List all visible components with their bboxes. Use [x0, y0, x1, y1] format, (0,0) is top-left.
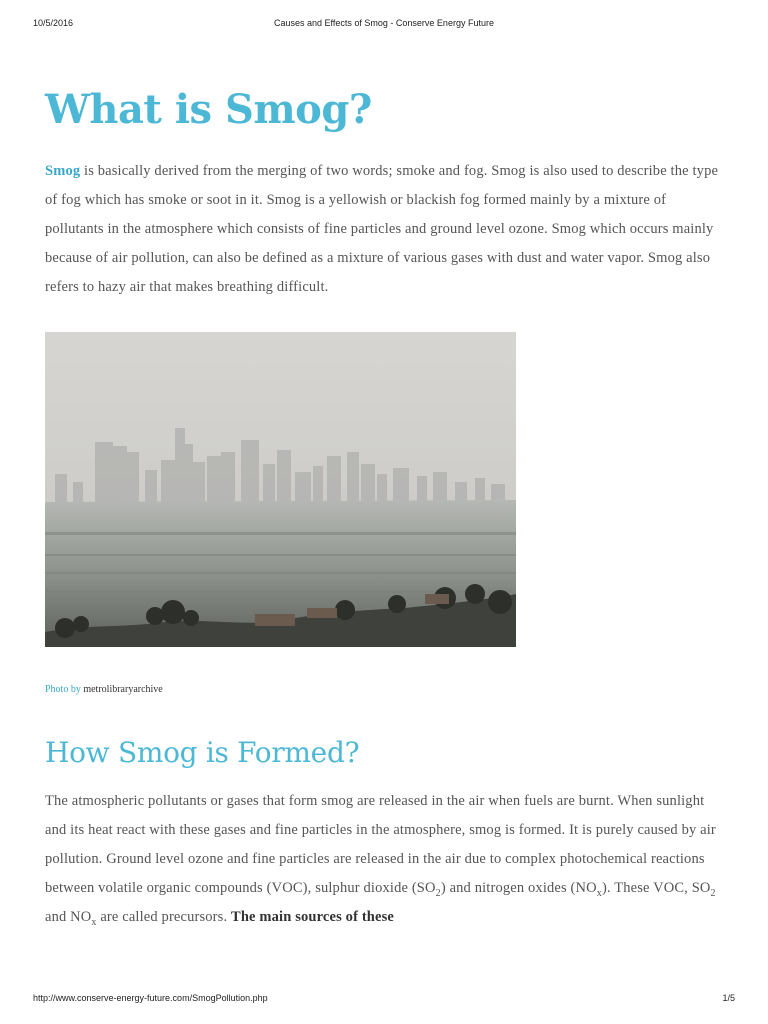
- print-doc-title: Causes and Effects of Smog - Conserve Energy Future: [274, 18, 494, 28]
- formation-text-4: and NO: [45, 909, 92, 925]
- photo-caption: [45, 683, 725, 697]
- subscript-so2-2: 2: [710, 887, 716, 899]
- smog-city-photo: [45, 332, 516, 647]
- main-sources-bold: The main sources of these: [231, 909, 394, 925]
- formation-paragraph: [45, 787, 725, 932]
- subscript-nox: x: [596, 887, 602, 899]
- print-header: [0, 18, 768, 32]
- subscript-nox-2: x: [91, 916, 97, 928]
- formation-text-5: are called precursors.: [96, 909, 231, 925]
- page-title: What is Smog?: [45, 86, 372, 133]
- photo-author-link[interactable]: metrolibraryarchive: [83, 684, 163, 695]
- formation-text-2: ) and nitrogen oxides (NO: [440, 880, 597, 896]
- intro-text: is basically derived from the merging of two words; smoke and fog. Smog is also used to describe the type of fog which has smoke or soot in it. Smog is a yellowish or blackish fog formed mainly by a mixture of pollutants in the atmosphere which consists of fine particles and ground level ozone. Smog which occurs mainly because of air pollution, can also be defined as a mixture of various gases with dust and water vapor. Smog also refers to hazy air that makes breathing difficult.: [45, 163, 719, 295]
- print-footer: [0, 993, 768, 1007]
- caption-prefix: Photo by: [45, 684, 81, 695]
- subscript-so2: 2: [435, 887, 441, 899]
- print-date: 10/5/2016: [33, 18, 74, 28]
- intro-paragraph: [45, 157, 725, 302]
- print-url: http://www.conserve-energy-future.com/SmogPollution.php: [33, 993, 268, 1003]
- article-content: [45, 80, 725, 932]
- formation-text-3: ). These VOC, SO: [601, 880, 711, 896]
- section-heading-how-smog-is-formed: How Smog is Formed?: [45, 736, 360, 769]
- smog-city-illustration: [45, 332, 516, 647]
- print-page-number: 1/5: [722, 993, 735, 1003]
- smog-link[interactable]: Smog: [45, 163, 81, 179]
- formation-text-1: The atmospheric pollutants or gases that form smog are released in the air when fuels are burnt. When sunlight and its heat react with these gases and fine particles in the atmosphere, smog is formed. It is purely caused by air pollution. Ground level ozone and fine particles are released in the air due to complex photochemical reactions between volatile organic compounds (VOC), sulphur dioxide (SO: [45, 793, 716, 896]
